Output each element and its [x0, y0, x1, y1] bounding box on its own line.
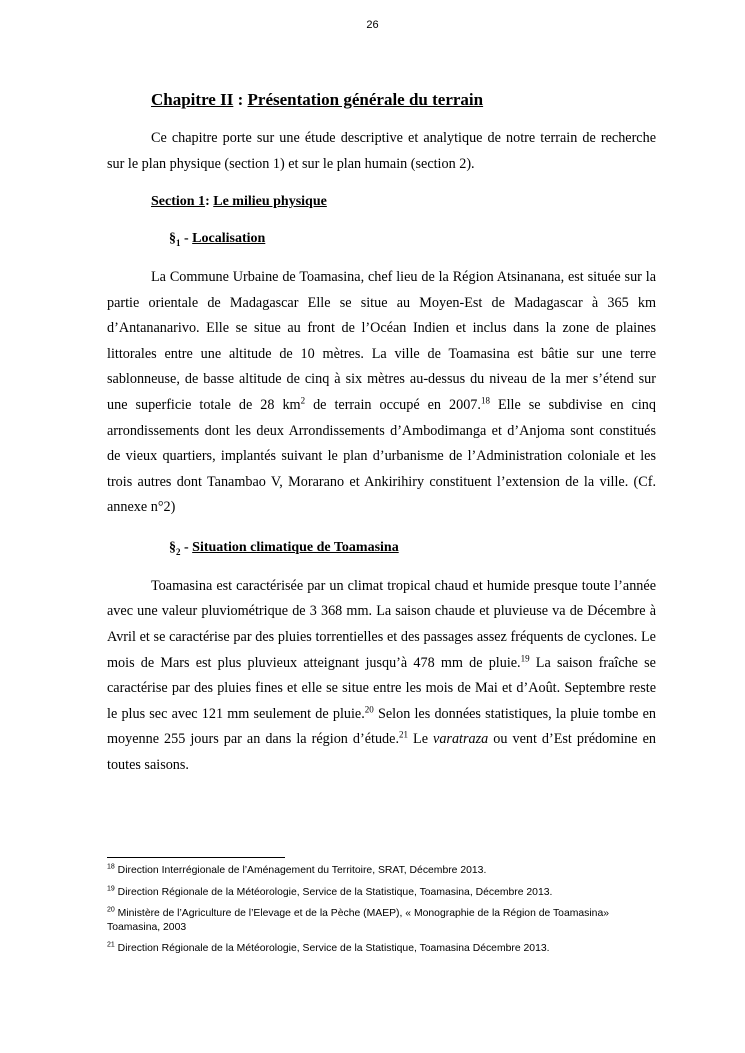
subsection-title: Situation climatique de Toamasina — [192, 539, 399, 555]
subsection-dash: - — [180, 231, 193, 247]
chapter-separator: : — [233, 90, 248, 109]
section-label: Section 1 — [151, 194, 206, 210]
footnote-21 — [107, 942, 656, 956]
footnote-19 — [107, 886, 656, 900]
footnote-number: 18 — [107, 863, 115, 871]
subsection-index: 1 — [176, 237, 181, 248]
climat-text-3: Selon les données statistiques, la pluie tombe en moyenne 255 jours par an dans la région d’étude. — [107, 705, 656, 748]
localisation-text-2: de terrain occupé en 2007. — [305, 396, 481, 413]
page-number: 26 — [366, 19, 379, 31]
footnote-text: Direction Régionale de la Météorologie, Service de la Statistique, Toamasina, Décembre 2013. — [114, 886, 553, 898]
paragraph-symbol: § — [169, 539, 176, 555]
climat-text-5: ou vent d’Est prédomine en toutes saisons. — [107, 731, 656, 773]
footnote-text: Direction Interrégionale de l’Aménagement du Territoire, SRAT, Décembre 2013. — [114, 865, 487, 876]
footnote-separator — [107, 857, 285, 858]
superscript-km2: 2 — [300, 395, 306, 406]
footnote-18 — [107, 864, 656, 878]
localisation-paragraph — [107, 265, 656, 521]
footnotes — [107, 864, 656, 964]
footnote-ref-19[interactable]: 19 — [520, 652, 530, 663]
term-varatraza: varatraza — [433, 731, 489, 748]
chapter-intro-paragraph: Ce chapitre porte sur une étude descriptive et analytique de notre terrain de recherche sur le plan physique (section 1) et sur le plan humain (section 2). — [107, 130, 656, 172]
footnote-number: 19 — [107, 885, 115, 893]
section-separator: : — [205, 194, 214, 210]
subsection-heading-localisation — [169, 229, 656, 253]
subsection-dash: - — [180, 539, 193, 555]
climat-text-1: Toamasina est caractérisée par un climat tropical chaud et humide presque toute l’année avec une valeur pluviométrique de 3 368 mm. La saison chaude et pluvieuse va de Décembre à Avril et se caractérise par des pluies torrentielles et des passages assez fréquents de cyclones. Le mois de Mars est plus pluvieux atteignant jusqu’à 478 mm de pluie. — [107, 577, 656, 671]
section-title: Le milieu physique — [213, 194, 327, 210]
chapter-label: Chapitre II — [151, 90, 234, 109]
page-body — [107, 90, 656, 778]
subsection-title: Localisation — [192, 231, 266, 247]
paragraph-symbol: § — [169, 231, 176, 247]
climat-text-4: Le — [408, 731, 434, 748]
footnote-20 — [107, 907, 656, 934]
footnote-number: 21 — [107, 941, 115, 949]
chapter-heading — [151, 90, 656, 110]
footnote-ref-18[interactable]: 18 — [480, 395, 490, 406]
chapter-title: Présentation générale du terrain — [247, 90, 484, 109]
section-heading — [151, 192, 656, 212]
footnote-ref-21[interactable]: 21 — [399, 729, 408, 740]
subsection-index: 2 — [176, 546, 181, 557]
localisation-text-3: Elle se subdivise en cinq arrondissements dont les deux Arrondissements d’Ambodimanga et d’Anjoma sont constitués de vieux quartiers, implantés suivant le plan d’urbanisme de l’Administration coloniale et les trois autres dont Tanambao V, Morarano et Ankirihiry constituent l’extension de la ville. (Cf. annexe n°2) — [107, 396, 656, 516]
climat-paragraph — [107, 574, 656, 779]
footnote-ref-20[interactable]: 20 — [364, 703, 374, 714]
climat-text-2: La saison fraîche se caractérise par des pluies fines et elle se situe entre les mois de Mai et d’Août. Septembre reste le plus sec avec 121 mm seulement de pluie. — [107, 654, 656, 722]
subsection-heading-climat — [169, 538, 656, 562]
localisation-text-1: La Commune Urbaine de Toamasina, chef lieu de la Région Atsinanana, est située sur la partie orientale de Madagascar Elle se situe au Moyen-Est de Madagascar à 365 km d’Antananarivo. Elle se situe au front de l’Océan Indien et inclus dans la zone de plaines littorales entre une altitude de 10 mètres. La ville de Toamasina est bâtie sur une terre sablonneuse, de basse altitude de cinq à six mètres au-dessus du niveau de la mer s’étend sur une superficie totale de 28 km — [107, 268, 656, 413]
footnote-number: 20 — [107, 906, 115, 914]
footnote-text: Direction Régionale de la Météorologie, Service de la Statistique, Toamasina Décembre 2013. — [114, 943, 550, 954]
footnote-text: Ministère de l’Agriculture de l’Elevage et de la Pèche (MAEP), « Monographie de la Région de Toamasina» Toamasina, 2003 — [107, 908, 610, 933]
